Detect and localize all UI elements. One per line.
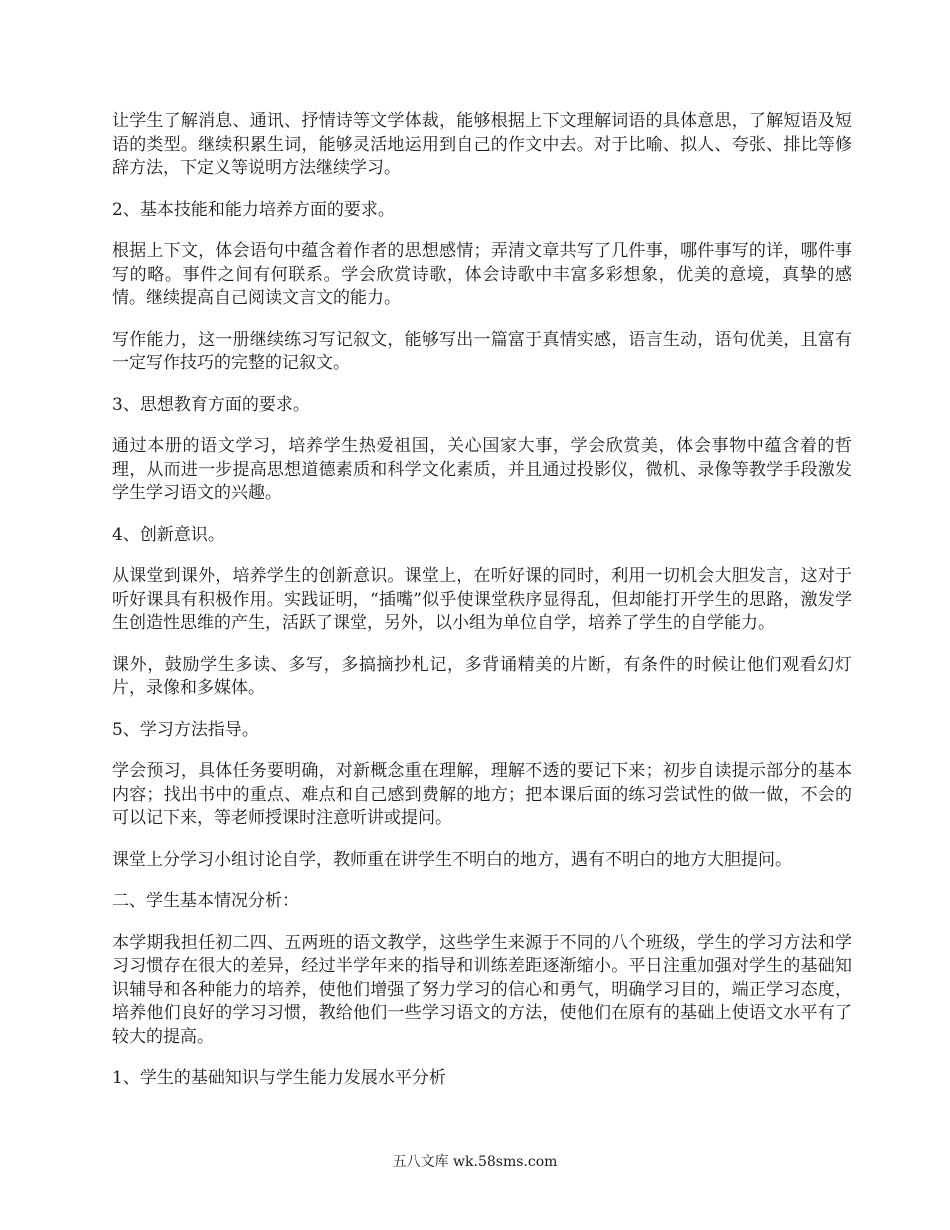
paragraph-context-understanding: 根据上下文，体会语句中蕴含着作者的思想感情；弄清文章共写了几件事，哪件事写的详，哪件事写的略。事件之间有何联系。学会欣赏诗歌，体会诗歌中丰富多彩想象，优美的意境，真挚的感情。继续提高自己阅读文言文的能力。 [112, 241, 852, 308]
paragraph-patriotism: 通过本册的语文学习，培养学生热爱祖国，关心国家大事，学会欣赏美，体会事物中蕴含着的哲理，从而进一步提高思想道德素质和科学文化素质，并且通过投影仪，微机、录像等教学手段激发学生学习语文的兴趣。 [112, 436, 852, 503]
heading-basic-skills: 2、基本技能和能力培养方面的要求。 [112, 199, 395, 220]
paragraph-writing-ability: 写作能力，这一册继续练习写记叙文，能够写出一篇富于真情实感，语言生动，语句优美，且富有一定写作技巧的完整的记叙文。 [112, 329, 852, 373]
paragraph-literary-genres: 让学生了解消息、通讯、抒情诗等文学体裁，能够根据上下文理解词语的具体意思，了解短语及短语的类型。继续积累生词，能够灵活地运用到自己的作文中去。对于比喻、拟人、夸张、排比等修辞方法，下定义等说明方法继续学习。 [112, 111, 852, 178]
heading-study-methods: 5、学习方法指导。 [112, 719, 259, 740]
document-body [112, 110, 852, 1109]
heading-knowledge-analysis: 1、学生的基础知识与学生能力发展水平分析 [112, 1068, 446, 1088]
heading-moral-education: 3、思想教育方面的要求。 [112, 394, 310, 415]
footer-watermark: 五八文库 wk.58sms.com [392, 1154, 558, 1170]
paragraph-classroom-innovation: 从课堂到课外，培养学生的创新意识。课堂上，在听好课的同时，利用一切机会大胆发言，这对于听好课具有积极作用。实践证明，“插嘴”似乎使课堂秩序显得乱，但却能打开学生的思路，激发学生创造性思维的产生，活跃了课堂，另外，以小组为单位自学，培养了学生的自学能力。 [112, 566, 852, 633]
paragraph-class-situation: 本学期我担任初二四、五两班的语文教学，这些学生来源于不同的八个班级，学生的学习方法和学习习惯存在很大的差异，经过半学年来的指导和训练差距逐渐缩小。平日注重加强对学生的基础知识辅导和各种能力的培养，使他们增强了努力学习的信心和勇气，明确学习目的，端正学习态度，培养他们良好的学习习惯，教给他们一些学习语文的方法，使他们在原有的基础上使语文水平有了较大的提高。 [112, 932, 852, 1047]
heading-innovation: 4、创新意识。 [112, 524, 225, 545]
paragraph-preview: 学会预习，具体任务要明确，对新概念重在理解，理解不透的要记下来；初步自读提示部分的基本内容；找出书中的重点、难点和自己感到费解的地方；把本课后面的练习尝试性的做一做，不会的可以记下来，等老师授课时注意听讲或提问。 [112, 761, 852, 828]
paragraph-group-study: 课堂上分学习小组讨论自学，教师重在讲学生不明白的地方，遇有不明白的地方大胆提问。 [112, 849, 792, 870]
paragraph-extracurricular: 课外，鼓励学生多读、多写，多搞摘抄札记，多背诵精美的片断，有条件的时候让他们观看幻灯片，录像和多媒体。 [112, 654, 852, 698]
heading-student-analysis: 二、学生基本情况分析： [112, 891, 299, 911]
